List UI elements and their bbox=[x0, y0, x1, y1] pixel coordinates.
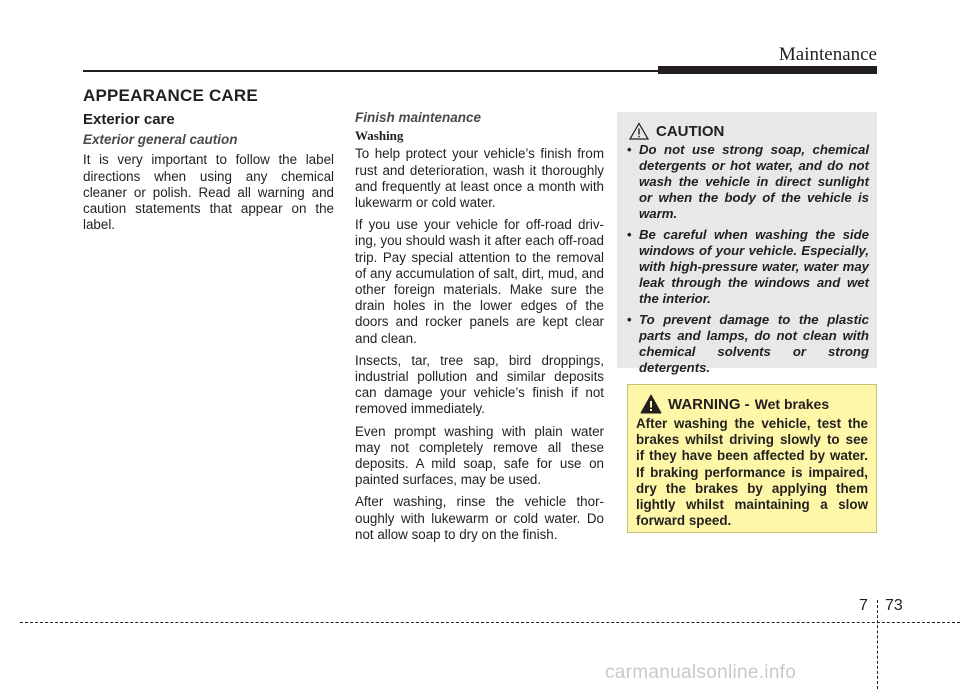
header-rule bbox=[83, 70, 658, 72]
caution-header bbox=[627, 122, 869, 140]
footer-divider bbox=[877, 600, 878, 689]
caution-item-text: Be careful when washing the side windows of your vehicle. Especially, with high-pressure water, water may leak through the windows and wet the interior. bbox=[639, 227, 869, 306]
exterior-care-heading: Exterior care bbox=[83, 111, 175, 128]
left-column bbox=[83, 110, 334, 239]
caution-item-text: To prevent damage to the plastic parts and lamps, do not clean with chemical solvents or strong detergents. bbox=[639, 312, 869, 375]
bullet: • bbox=[627, 312, 632, 327]
caution-box bbox=[617, 112, 877, 375]
warning-box bbox=[627, 384, 877, 533]
caution-title: CAUTION bbox=[656, 122, 725, 140]
washing-paragraph-1: To help protect your vehicle’s finish from rust and deterioration, wash it thoroughly and frequently at least once a month with lukewarm or cold water. bbox=[355, 146, 604, 211]
bullet: • bbox=[627, 142, 632, 157]
caution-item bbox=[627, 142, 869, 222]
bullet: • bbox=[627, 227, 632, 242]
section-title: APPEARANCE CARE bbox=[83, 86, 258, 105]
washing-paragraph-4: Even prompt washing with plain water may not completely remove all these deposits. A mild soap, safe for use on painted surfaces, may be used. bbox=[355, 423, 604, 488]
caution-item-text: Do not use strong soap, chemical detergents or hot water, and do not wash the vehicle in direct sunlight or when the body of the vehicle is warm. bbox=[639, 142, 869, 221]
washing-paragraph-3: Insects, tar, tree sap, bird droppings, industrial pollution and similar deposits can damage your vehicle’s finish if not removed immediately. bbox=[355, 352, 604, 417]
watermark: carmanualsonline.info bbox=[605, 662, 797, 683]
warning-text: After washing the vehicle, test the brakes whilst driving slowly to see if they have been affected by water. If braking performance is impaired, dry the brakes by applying them lightly whilst maintaining a slow forward speed. bbox=[636, 416, 868, 529]
warning-header bbox=[636, 394, 868, 414]
caution-list bbox=[627, 142, 869, 376]
caution-triangle-icon bbox=[629, 122, 649, 140]
page-number: 73 bbox=[885, 597, 903, 614]
caution-item bbox=[627, 312, 869, 376]
exterior-general-caution-heading: Exterior general caution bbox=[83, 132, 238, 148]
warning-triangle-icon bbox=[640, 394, 662, 414]
footer-rule bbox=[20, 622, 960, 623]
header-rule-thick bbox=[658, 66, 877, 74]
running-header-title: Maintenance bbox=[778, 44, 877, 65]
chapter-number: 7 bbox=[859, 597, 868, 614]
exterior-caution-paragraph: It is very important to follow the label directions when using any chemical cleaner or polish. Read all warning and caution statements that appear on the label. bbox=[83, 152, 334, 233]
caution-item bbox=[627, 227, 869, 307]
middle-column bbox=[355, 110, 604, 549]
warning-subtitle: Wet brakes bbox=[754, 396, 830, 412]
washing-paragraph-5: After washing, rinse the vehicle thor-oughly with lukewarm or cold water. Do not allow soap to dry on the finish. bbox=[355, 494, 604, 542]
finish-maintenance-heading: Finish maintenance bbox=[355, 110, 482, 125]
washing-paragraph-2: If you use your vehicle for off-road driv-ing, you should wash it after each off-road trip. Pay special attention to the removal of any accumulation of salt, dirt, mud, and other foreign materials. Make sure the drain holes in the lower edges of the doors and rocker panels are kept clear and clean. bbox=[355, 217, 604, 346]
warning-title: WARNING - bbox=[668, 395, 750, 413]
washing-heading: Washing bbox=[355, 128, 404, 144]
